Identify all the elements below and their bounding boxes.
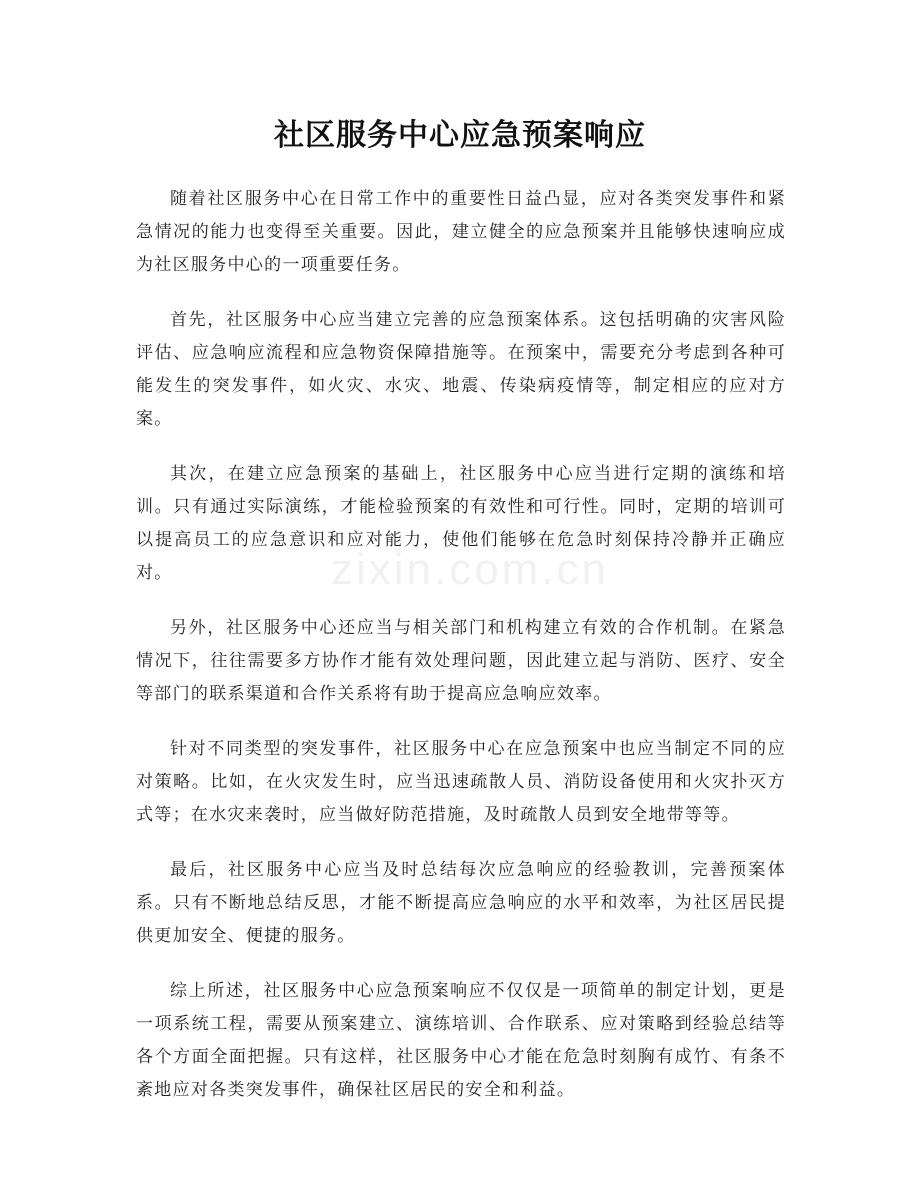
paragraph-second: 其次，在建立应急预案的基础上，社区服务中心应当进行定期的演练和培训。只有通过实际演练，才能检验预案的有效性和可行性。同时，定期的培训可以提高员工的应急意识和应对能力，使他们能够在危急时刻保持冷静并正确应对。 (136, 464, 786, 583)
document-body (136, 183, 786, 1129)
paragraph-intro: 随着社区服务中心在日常工作中的重要性日益凸显，应对各类突发事件和紧急情况的能力也变得至关重要。因此，建立健全的应急预案并且能够快速响应成为社区服务中心的一项重要任务。 (136, 189, 786, 275)
paragraph-fifth: 最后，社区服务中心应当及时总结每次应急响应的经验教训，完善预案体系。只有不断地总结反思，才能不断提高应急响应的水平和效率，为社区居民提供更加安全、便捷的服务。 (136, 860, 786, 946)
paragraph-fourth: 针对不同类型的突发事件，社区服务中心在应急预案中也应当制定不同的应对策略。比如，在火灾发生时，应当迅速疏散人员、消防设备使用和火灾扑灭方式等；在水灾来袭时，应当做好防范措施，及时疏散人员到安全地带等等。 (136, 739, 786, 825)
watermark: zixin.com.cn (330, 545, 610, 594)
paragraph-first: 首先，社区服务中心应当建立完善的应急预案体系。这包括明确的灾害风险评估、应急响应流程和应急物资保障措施等。在预案中，需要充分考虑到各种可能发生的突发事件，如火灾、水灾、地震、传染病疫情等，制定相应的应对方案。 (136, 310, 786, 429)
document-title: 社区服务中心应急预案响应 (274, 118, 646, 153)
paragraph-third: 另外，社区服务中心还应当与相关部门和机构建立有效的合作机制。在紧急情况下，往往需要多方协作才能有效处理问题，因此建立起与消防、医疗、安全等部门的联系渠道和合作关系将有助于提高应急响应效率。 (136, 618, 786, 704)
paragraph-summary: 综上所述，社区服务中心应急预案响应不仅仅是一项简单的制定计划，更是一项系统工程，需要从预案建立、演练培训、合作联系、应对策略到经验总结等各个方面全面把握。只有这样，社区服务中心才能在危急时刻胸有成竹、有条不紊地应对各类突发事件，确保社区居民的安全和利益。 (136, 981, 786, 1100)
